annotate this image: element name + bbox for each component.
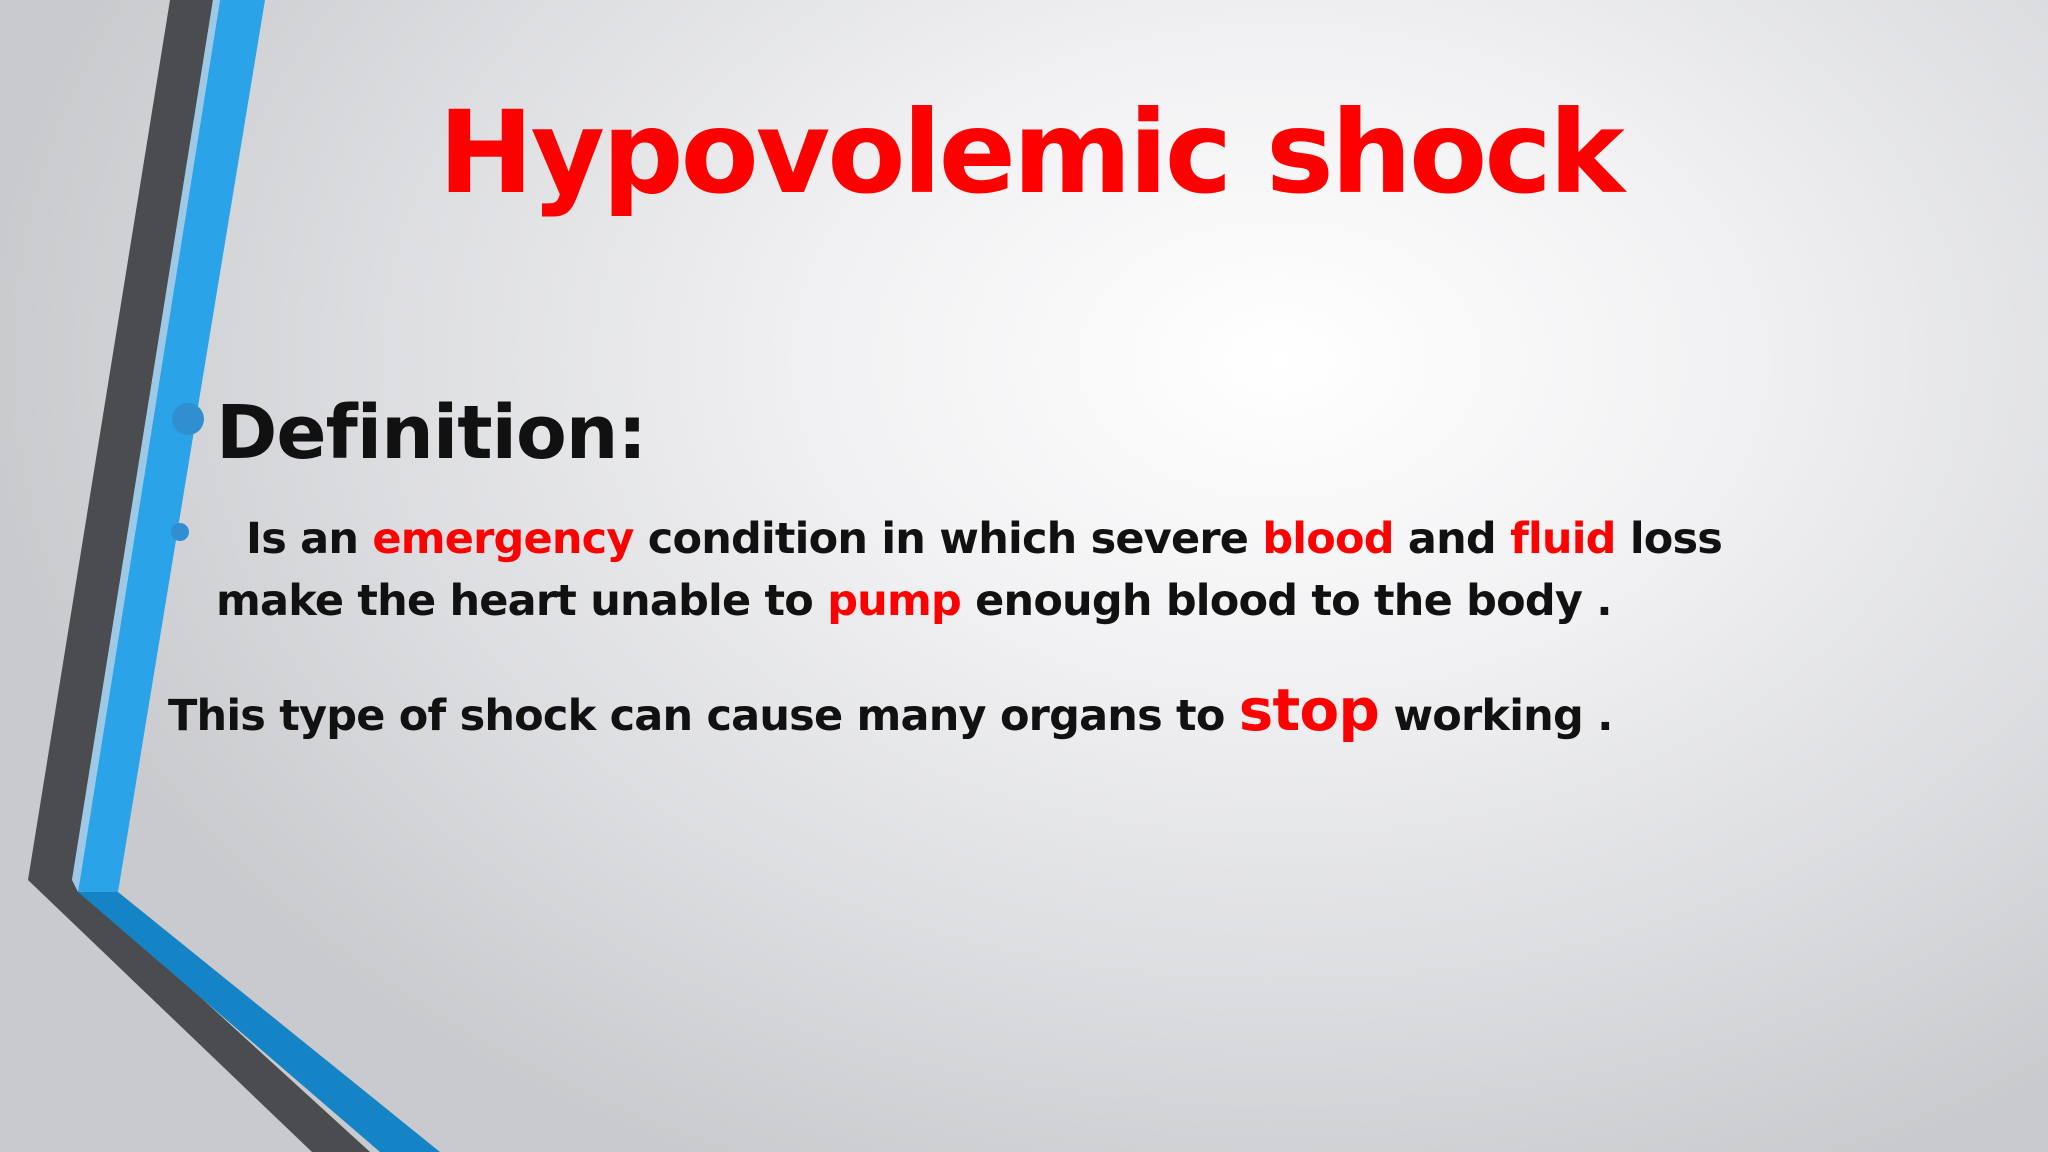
- definition-segment: and: [1393, 514, 1511, 564]
- closing-text-before: This type of shock can cause many organs to: [168, 691, 1239, 741]
- definition-segment: condition in which severe: [633, 514, 1263, 564]
- heading-bullet-icon: [172, 403, 204, 435]
- definition-segment: enough blood to the body .: [960, 576, 1612, 626]
- definition-segment: Is an: [246, 514, 373, 564]
- definition-emphasis: emergency: [372, 514, 634, 564]
- definition-emphasis: blood: [1262, 514, 1394, 564]
- definition-bullet-icon: [171, 523, 189, 541]
- definition-segment: loss make the heart unable to: [216, 514, 1723, 626]
- definition-text: [216, 508, 1856, 632]
- slide-title: Hypovolemic shock: [438, 86, 1622, 219]
- blue-stripe-lower: [78, 892, 440, 1152]
- closing-statement: [168, 668, 1868, 758]
- closing-emphasis: stop: [1238, 676, 1380, 744]
- dark-stripe-lower: [28, 880, 370, 1152]
- closing-text-after: working .: [1379, 691, 1613, 741]
- definition-heading: Definition:: [216, 390, 647, 476]
- definition-emphasis: fluid: [1510, 514, 1616, 564]
- definition-emphasis: pump: [827, 576, 961, 626]
